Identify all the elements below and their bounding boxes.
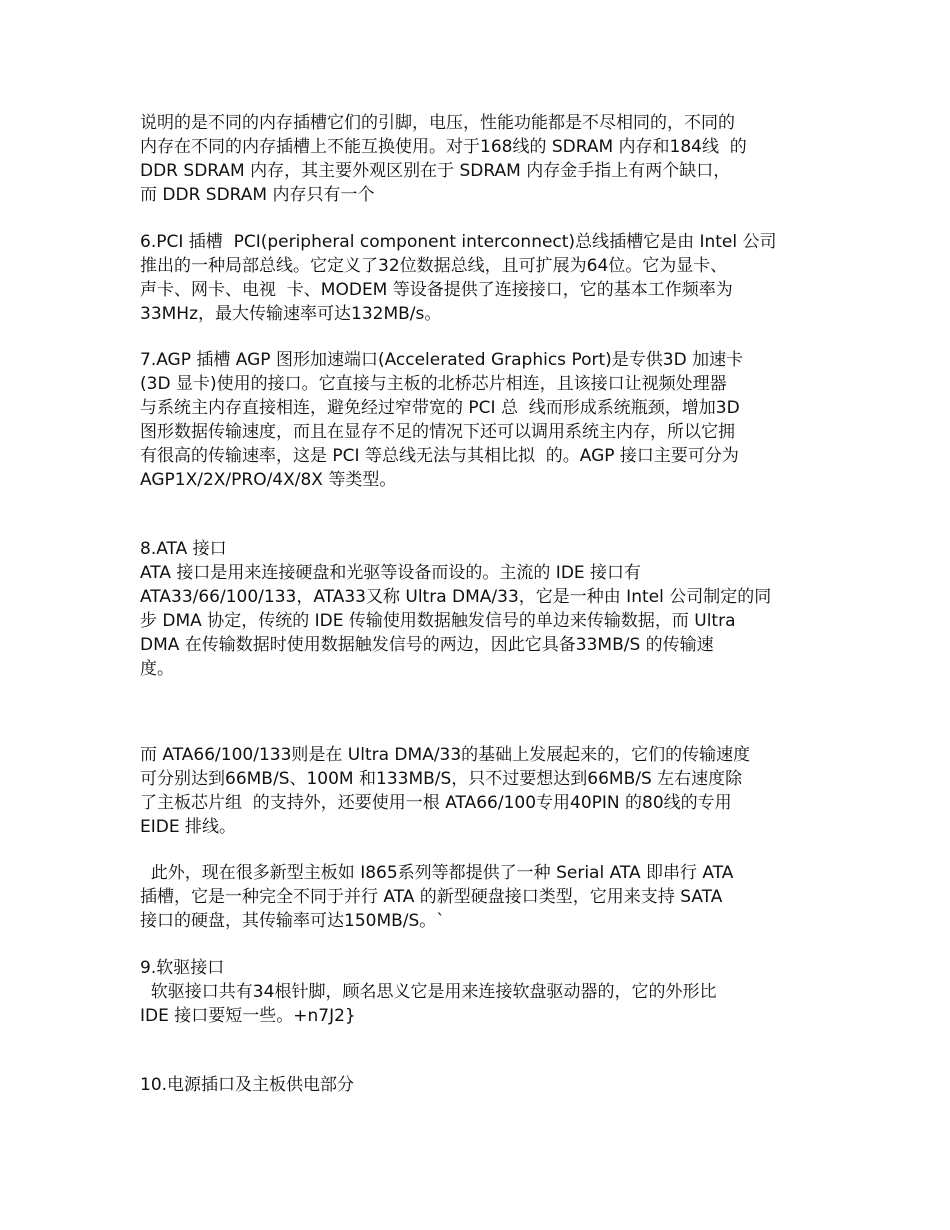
text-line: 与系统主内存直接相连，避免经过窄带宽的 PCI 总 线而形成系统瓶颈，增加3D <box>140 398 740 418</box>
text-line: 了主板芯片组 的支持外，还要使用一根 ATA66/100专用40PIN 的80线的专用 <box>140 793 732 813</box>
text-line: AGP1X/2X/PRO/4X/8X 等类型。 <box>140 470 397 490</box>
text-line: 接口的硬盘，其传输率可达150MB/S。` <box>140 911 445 931</box>
text-line: (3D 显卡)使用的接口。它直接与主板的北桥芯片相连，且该接口让视频处理器 <box>140 374 727 394</box>
text-line: 软驱接口共有34根针脚，顾名思义它是用来连接软盘驱动器的，它的外形比 <box>140 982 717 1002</box>
text-line: 内存在不同的内存插槽上不能互换使用。对于168线的 SDRAM 内存和184线 的 <box>140 137 747 157</box>
text-line: DDR SDRAM 内存，其主要外观区别在于 SDRAM 内存金手指上有两个缺口， <box>140 161 731 181</box>
section-heading: 10.电源插口及主板供电部分 <box>140 1075 355 1095</box>
text-line: 可分别达到66MB/S、100M 和133MB/S，只不过要想达到66MB/S 左右速度除 <box>140 769 743 789</box>
text-line: EIDE 排线。 <box>140 817 236 837</box>
text-line: 7.AGP 插槽 AGP 图形加速端口(Accelerated Graphics Port)是专供3D 加速卡 <box>140 350 744 370</box>
text-line: 推出的一种局部总线。它定义了32位数据总线，且可扩展为64位。它为显卡、 <box>140 256 728 276</box>
text-line: 说明的是不同的内存插槽它们的引脚，电压，性能功能都是不尽相同的，不同的 <box>140 113 735 133</box>
text-line: 有很高的传输速率，这是 PCI 等总线无法与其相比拟 的。AGP 接口主要可分为 <box>140 446 739 466</box>
text-line: 插槽，它是一种完全不同于并行 ATA 的新型硬盘接口类型，它用来支持 SATA <box>140 887 723 907</box>
text-line: 声卡、网卡、电视 卡、MODEM 等设备提供了连接接口，它的基本工作频率为 <box>140 280 733 300</box>
text-line: 度。 <box>140 659 174 679</box>
section-heading: 8.ATA 接口 <box>140 539 227 559</box>
text-line: 步 DMA 协定，传统的 IDE 传输使用数据触发信号的单边来传输数据，而 Ultra <box>140 611 736 631</box>
text-line: DMA 在传输数据时使用数据触发信号的两边，因此它具备33MB/S 的传输速 <box>140 635 714 655</box>
text-line: 而 DDR SDRAM 内存只有一个 <box>140 185 375 205</box>
text-line: 6.PCI 插槽 PCI(peripheral component interconnect)总线插槽它是由 Intel 公司 <box>140 232 777 252</box>
text-line: ATA33/66/100/133，ATA33又称 Ultra DMA/33，它是一种由 Intel 公司制定的同 <box>140 587 772 607</box>
text-line: ATA 接口是用来连接硬盘和光驱等设备而设的。主流的 IDE 接口有 <box>140 563 642 583</box>
text-line: 此外，现在很多新型主板如 I865系列等都提供了一种 Serial ATA 即串行 ATA <box>140 863 734 883</box>
section-heading: 9.软驱接口 <box>140 958 225 978</box>
text-line: IDE 接口要短一些。+n7J2} <box>140 1006 356 1026</box>
text-line: 33MHz，最大传输速率可达132MB/s。 <box>140 304 442 324</box>
text-line: 而 ATA66/100/133则是在 Ultra DMA/33的基础上发展起来的，它们的传输速度 <box>140 745 751 765</box>
text-line: 图形数据传输速度，而且在显存不足的情况下还可以调用系统主内存，所以它拥 <box>140 422 735 442</box>
